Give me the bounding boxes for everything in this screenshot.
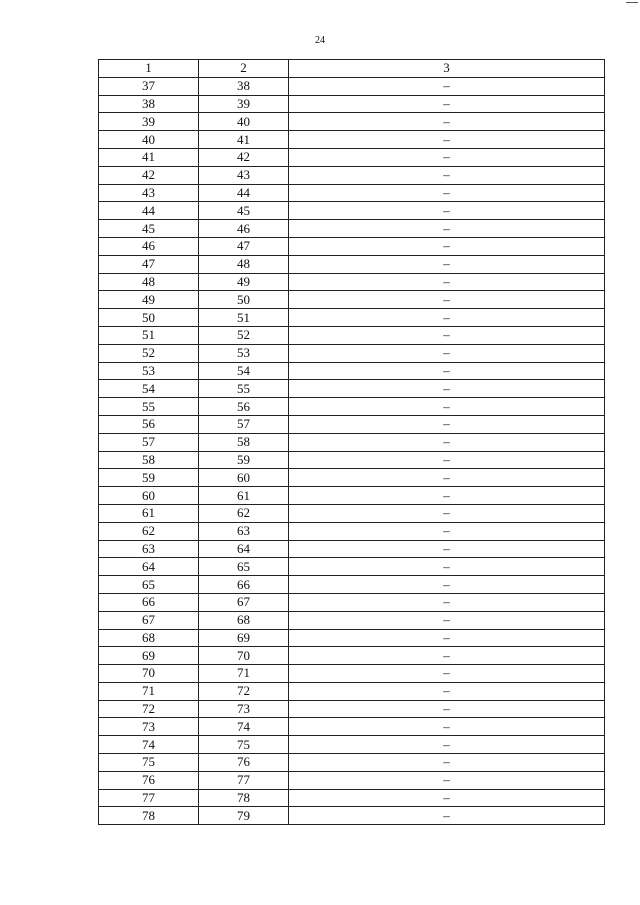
- table-row: [99, 718, 605, 736]
- table-cell: 63: [199, 522, 289, 540]
- table-cell: –: [289, 682, 605, 700]
- table-cell: 57: [99, 433, 199, 451]
- table-row: [99, 629, 605, 647]
- table-cell: 77: [199, 771, 289, 789]
- table-cell: 37: [99, 77, 199, 95]
- table-cell: –: [289, 237, 605, 255]
- table-cell: 74: [99, 736, 199, 754]
- table-row: [99, 380, 605, 398]
- table-cell: –: [289, 433, 605, 451]
- table-cell: 57: [199, 415, 289, 433]
- table-cell: 64: [199, 540, 289, 558]
- table-cell: –: [289, 807, 605, 825]
- table-cell: –: [289, 611, 605, 629]
- table-cell: –: [289, 77, 605, 95]
- table-cell: 47: [99, 255, 199, 273]
- table-cell: 44: [99, 202, 199, 220]
- table-cell: 73: [99, 718, 199, 736]
- table-cell: 42: [99, 166, 199, 184]
- table-cell: 47: [199, 237, 289, 255]
- table-row: [99, 77, 605, 95]
- table-row: [99, 593, 605, 611]
- table-cell: 64: [99, 558, 199, 576]
- table-cell: 45: [199, 202, 289, 220]
- table-row: [99, 237, 605, 255]
- table-row: [99, 309, 605, 327]
- table-cell: 60: [199, 469, 289, 487]
- table-cell: 53: [99, 362, 199, 380]
- table-cell: –: [289, 665, 605, 683]
- data-table: [98, 59, 605, 825]
- table-row: [99, 415, 605, 433]
- table-row: [99, 255, 605, 273]
- table-cell: 52: [99, 344, 199, 362]
- table-cell: 51: [99, 326, 199, 344]
- table-cell: –: [289, 540, 605, 558]
- table-cell: –: [289, 309, 605, 327]
- table-row: [99, 202, 605, 220]
- table-cell: –: [289, 344, 605, 362]
- table-cell: –: [289, 576, 605, 594]
- table-cell: –: [289, 415, 605, 433]
- table-cell: 67: [99, 611, 199, 629]
- table-cell: 56: [199, 398, 289, 416]
- table-row: [99, 451, 605, 469]
- table-row: [99, 540, 605, 558]
- table-row: [99, 273, 605, 291]
- table-row: [99, 611, 605, 629]
- table-cell: 41: [99, 148, 199, 166]
- table-cell: –: [289, 451, 605, 469]
- table-cell: 63: [99, 540, 199, 558]
- table-row: [99, 682, 605, 700]
- table-cell: 59: [199, 451, 289, 469]
- table-cell: –: [289, 362, 605, 380]
- table-cell: 46: [199, 220, 289, 238]
- table-cell: 74: [199, 718, 289, 736]
- table-cell: 43: [199, 166, 289, 184]
- table-cell: 65: [199, 558, 289, 576]
- table-cell: –: [289, 504, 605, 522]
- table-row: [99, 113, 605, 131]
- table-row: [99, 184, 605, 202]
- table-cell: –: [289, 220, 605, 238]
- table-cell: 70: [199, 647, 289, 665]
- table-cell: 73: [199, 700, 289, 718]
- table-cell: 45: [99, 220, 199, 238]
- table-cell: 51: [199, 309, 289, 327]
- table-cell: –: [289, 789, 605, 807]
- table-cell: 54: [199, 362, 289, 380]
- table-cell: 72: [199, 682, 289, 700]
- table-cell: –: [289, 700, 605, 718]
- column-header: 2: [199, 60, 289, 78]
- table-row: [99, 504, 605, 522]
- table-row: [99, 665, 605, 683]
- table-cell: 61: [199, 487, 289, 505]
- table-row: [99, 700, 605, 718]
- table-row: [99, 736, 605, 754]
- table-cell: 44: [199, 184, 289, 202]
- column-header: 3: [289, 60, 605, 78]
- table-cell: –: [289, 202, 605, 220]
- table-cell: 66: [199, 576, 289, 594]
- table-cell: 39: [199, 95, 289, 113]
- table-cell: 67: [199, 593, 289, 611]
- table-cell: 77: [99, 789, 199, 807]
- table-cell: –: [289, 754, 605, 772]
- table-cell: –: [289, 148, 605, 166]
- table-cell: 49: [99, 291, 199, 309]
- table-cell: 70: [99, 665, 199, 683]
- table-cell: –: [289, 469, 605, 487]
- table-cell: 75: [199, 736, 289, 754]
- column-header: 1: [99, 60, 199, 78]
- table-cell: 68: [199, 611, 289, 629]
- table-row: [99, 291, 605, 309]
- table-cell: 55: [199, 380, 289, 398]
- table-cell: 52: [199, 326, 289, 344]
- table-cell: –: [289, 291, 605, 309]
- table-cell: 54: [99, 380, 199, 398]
- table-cell: –: [289, 771, 605, 789]
- table-row: [99, 433, 605, 451]
- table-cell: 59: [99, 469, 199, 487]
- table-cell: –: [289, 95, 605, 113]
- table-cell: –: [289, 255, 605, 273]
- table-cell: 61: [99, 504, 199, 522]
- table-cell: 49: [199, 273, 289, 291]
- table-cell: –: [289, 398, 605, 416]
- table-cell: 69: [99, 647, 199, 665]
- table-cell: 60: [99, 487, 199, 505]
- table-cell: 65: [99, 576, 199, 594]
- table-cell: 58: [199, 433, 289, 451]
- table-row: [99, 558, 605, 576]
- table-cell: –: [289, 629, 605, 647]
- table-cell: 42: [199, 148, 289, 166]
- page-number: 24: [315, 35, 325, 46]
- table-row: [99, 522, 605, 540]
- table-cell: 72: [99, 700, 199, 718]
- table-cell: –: [289, 184, 605, 202]
- table-cell: 79: [199, 807, 289, 825]
- table-row: [99, 576, 605, 594]
- table-row: [99, 220, 605, 238]
- table-row: [99, 487, 605, 505]
- table-cell: 62: [99, 522, 199, 540]
- table-cell: 76: [199, 754, 289, 772]
- table-cell: 38: [199, 77, 289, 95]
- table-cell: 55: [99, 398, 199, 416]
- table-row: [99, 647, 605, 665]
- table-cell: 50: [99, 309, 199, 327]
- table-cell: 53: [199, 344, 289, 362]
- table-row: [99, 344, 605, 362]
- table-cell: 62: [199, 504, 289, 522]
- table-row: [99, 131, 605, 149]
- table-body: [99, 77, 605, 824]
- table-cell: 40: [99, 131, 199, 149]
- table-cell: –: [289, 131, 605, 149]
- table-cell: 48: [99, 273, 199, 291]
- table-cell: 40: [199, 113, 289, 131]
- table-cell: –: [289, 593, 605, 611]
- table-cell: 78: [99, 807, 199, 825]
- table-cell: 71: [99, 682, 199, 700]
- table-cell: 75: [99, 754, 199, 772]
- table-cell: 68: [99, 629, 199, 647]
- table-row: [99, 95, 605, 113]
- table-row: [99, 469, 605, 487]
- table-cell: –: [289, 522, 605, 540]
- table-row: [99, 789, 605, 807]
- table-row: [99, 754, 605, 772]
- table-row: [99, 326, 605, 344]
- table-cell: –: [289, 380, 605, 398]
- table-cell: –: [289, 558, 605, 576]
- table-cell: 50: [199, 291, 289, 309]
- table-cell: 56: [99, 415, 199, 433]
- table-row: [99, 807, 605, 825]
- table-cell: –: [289, 736, 605, 754]
- scan-corner-mark: [626, 2, 638, 3]
- table-cell: 58: [99, 451, 199, 469]
- table-header-row: [99, 60, 605, 78]
- table-cell: 46: [99, 237, 199, 255]
- table-row: [99, 148, 605, 166]
- table-cell: 71: [199, 665, 289, 683]
- table-row: [99, 166, 605, 184]
- table-cell: 43: [99, 184, 199, 202]
- table-cell: –: [289, 487, 605, 505]
- table-cell: 38: [99, 95, 199, 113]
- table-cell: 69: [199, 629, 289, 647]
- table-cell: –: [289, 113, 605, 131]
- table-cell: 76: [99, 771, 199, 789]
- table-row: [99, 362, 605, 380]
- table-cell: –: [289, 326, 605, 344]
- table-cell: –: [289, 273, 605, 291]
- table-cell: 41: [199, 131, 289, 149]
- table-cell: 78: [199, 789, 289, 807]
- table-cell: –: [289, 647, 605, 665]
- table-cell: –: [289, 718, 605, 736]
- table-cell: 48: [199, 255, 289, 273]
- table-row: [99, 771, 605, 789]
- table-cell: 39: [99, 113, 199, 131]
- table-cell: 66: [99, 593, 199, 611]
- table-cell: –: [289, 166, 605, 184]
- table-row: [99, 398, 605, 416]
